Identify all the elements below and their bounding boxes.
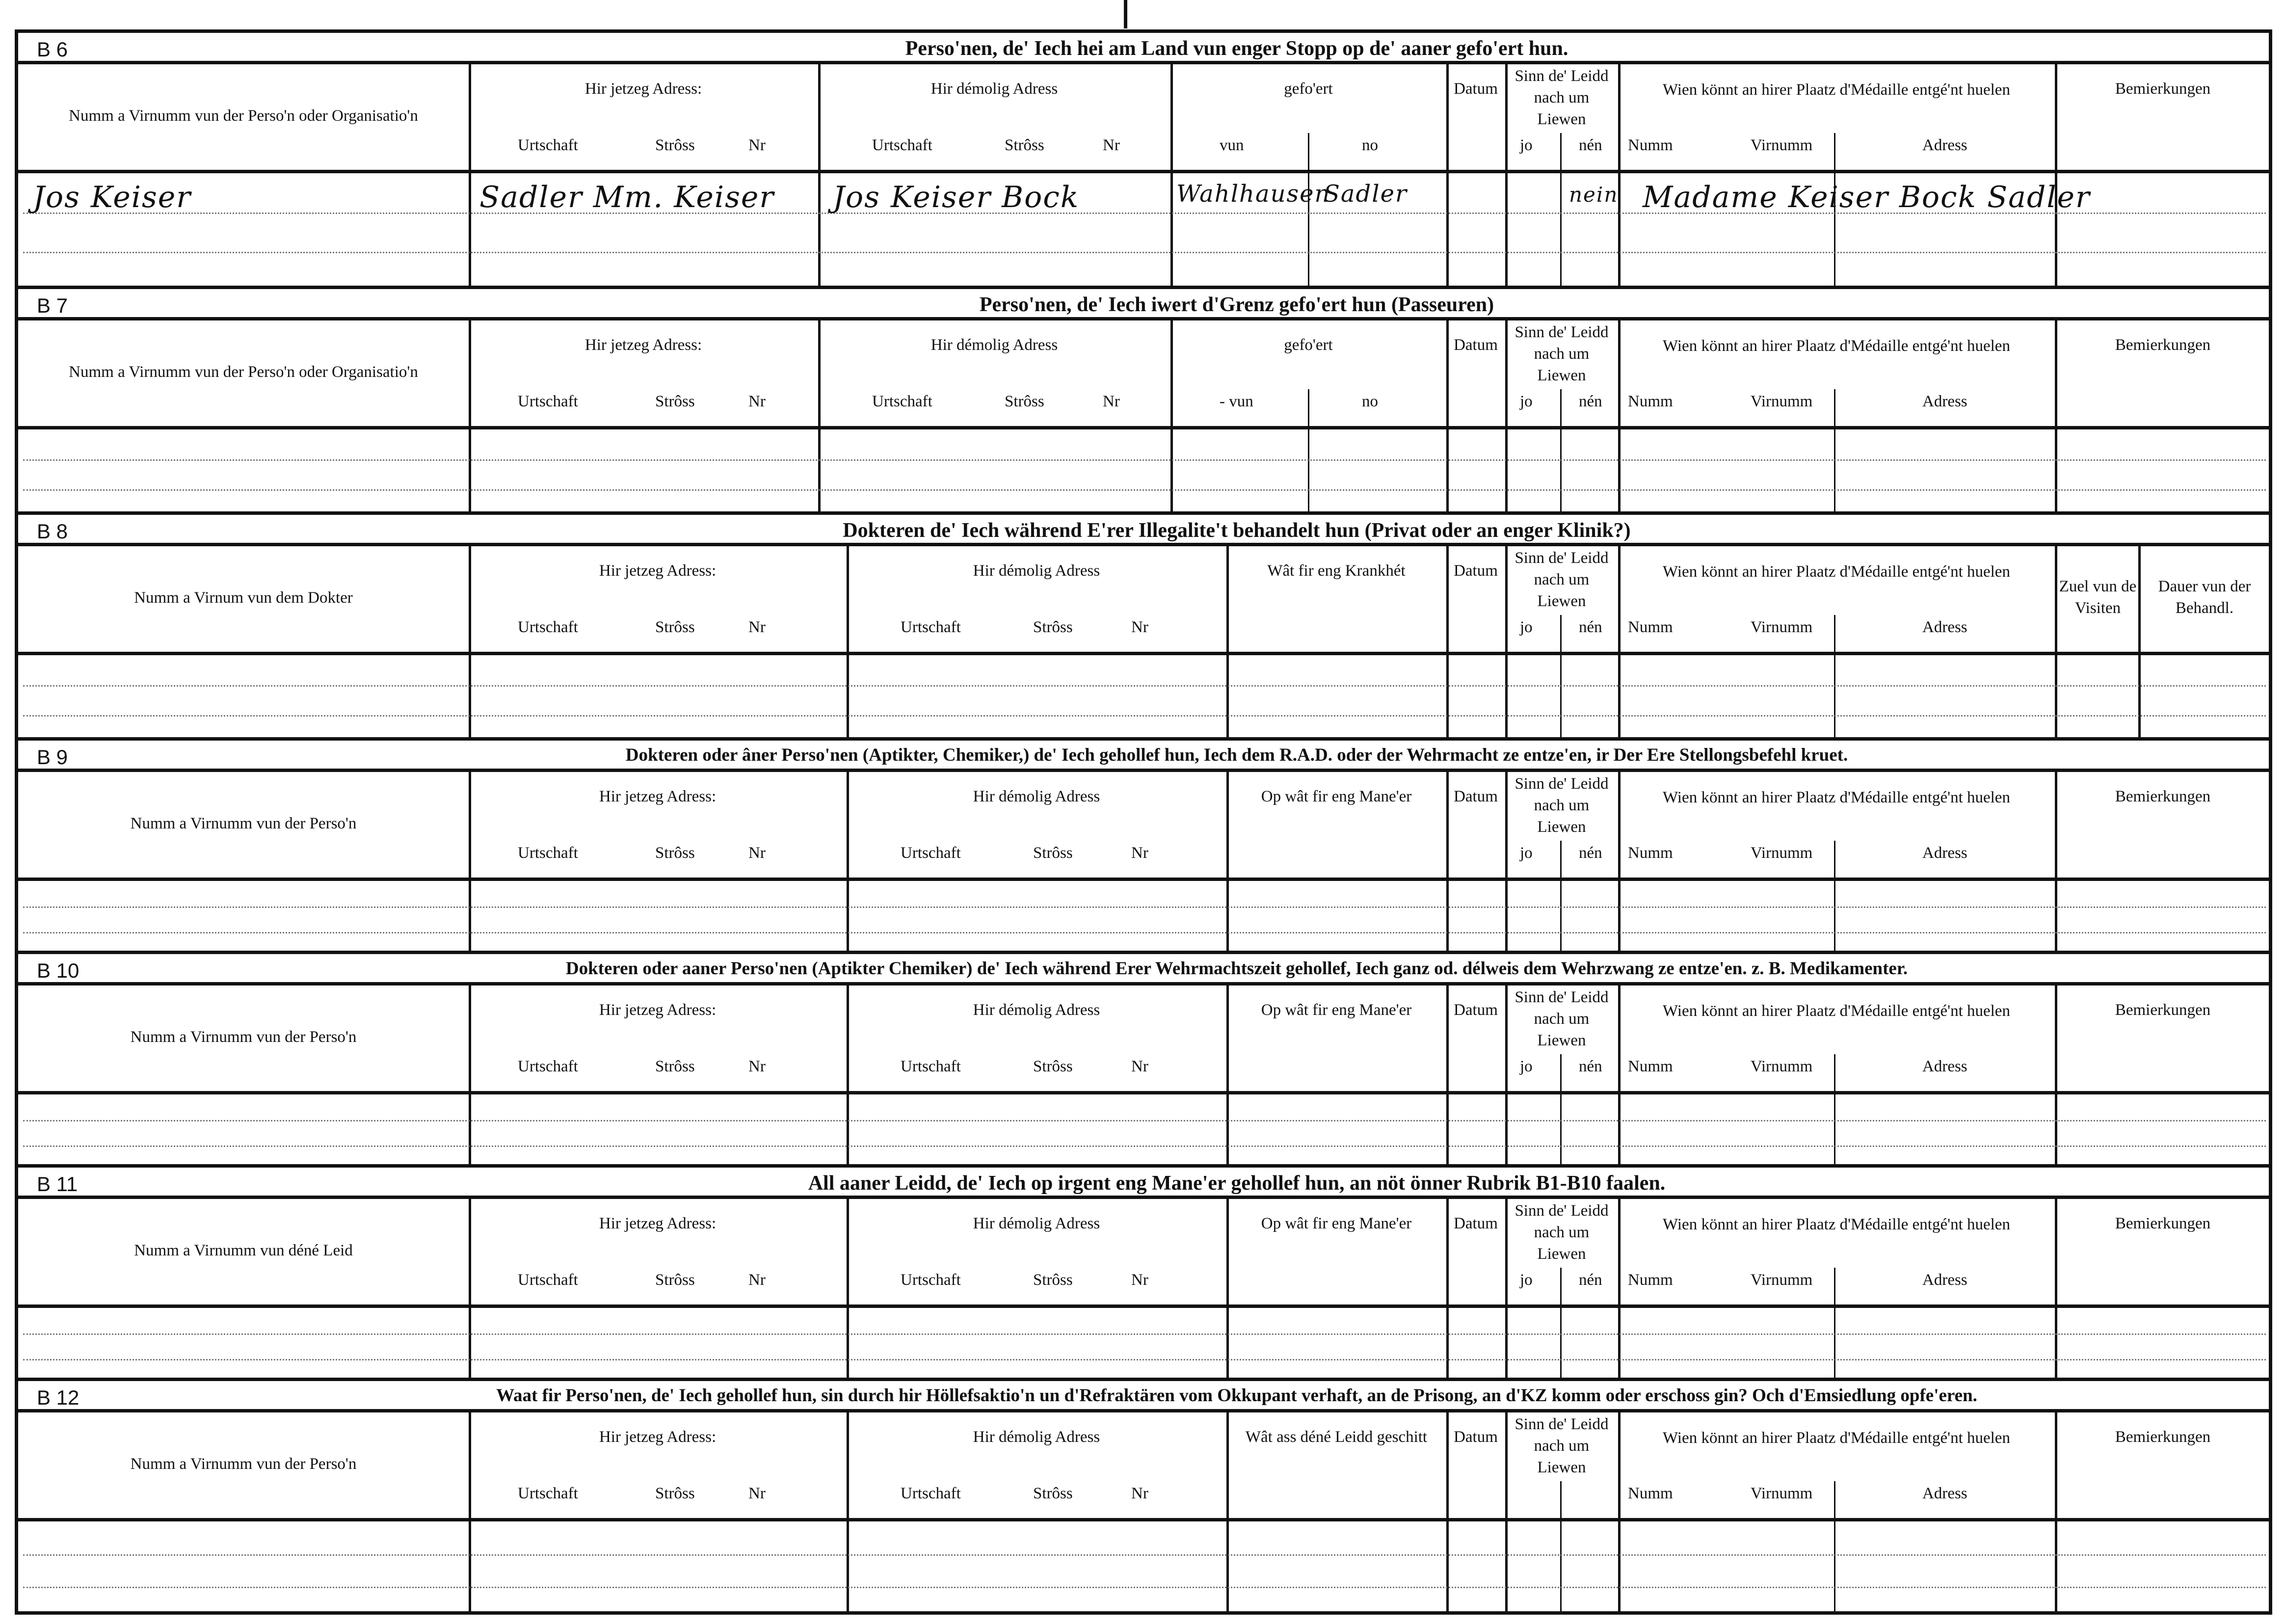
writing-line[interactable] (23, 252, 2266, 253)
surname-label: Numm (1628, 136, 1673, 154)
current-address-header: Hir jetzeg Adress: (599, 1215, 717, 1232)
street-label: Strôss (1005, 136, 1044, 154)
medal-subdivider (1834, 1268, 1835, 1381)
section-header (18, 33, 2269, 64)
name-column-header: Numm a Virnumm vun der Perso'n (130, 815, 357, 832)
locality-label: Urtschaft (901, 1485, 961, 1502)
locality-label: Urtschaft (518, 393, 578, 410)
column-divider (2138, 546, 2141, 741)
remarks-header: Bemierkungen (2115, 336, 2211, 354)
handwritten-name: Jos Keiser (33, 180, 191, 214)
former-address-header: Hir démolig Adress (973, 1215, 1100, 1232)
section-code: B 10 (37, 959, 80, 982)
column-divider (2055, 320, 2057, 515)
alive-header: Sinn de' Leidd nach um Liewen (1514, 549, 1609, 610)
number-label: Nr (1131, 618, 1148, 636)
column-divider (1505, 320, 1508, 515)
alive-header: Sinn de' Leidd nach um Liewen (1514, 67, 1609, 128)
number-label: Nr (748, 844, 766, 862)
street-label: Strôss (655, 393, 695, 410)
name-column-header: Numm a Virnumm vun déné Leid (134, 1242, 353, 1259)
street-label: Strôss (1033, 844, 1073, 862)
surname-label: Numm (1628, 618, 1673, 636)
column-divider (2055, 1199, 2057, 1381)
section-header (18, 1381, 2269, 1412)
section-header (18, 954, 2269, 985)
medal-recipient-header: Wien könnt an hirer Plaatz d'Médaille entgé'nt huelen (1663, 1429, 2010, 1447)
alive-subdivider (1560, 133, 1562, 286)
yes-label: jo (1520, 1058, 1533, 1075)
firstname-label: Virnumm (1751, 136, 1813, 154)
number-label: Nr (1131, 844, 1148, 862)
name-column-header: Numm a Virnumm vun der Perso'n (130, 1028, 357, 1046)
current-address-header: Hir jetzeg Adress: (585, 336, 702, 354)
medal-recipient-header: Wien könnt an hirer Plaatz d'Médaille entgé'nt huelen (1663, 1216, 2010, 1233)
writing-line[interactable] (23, 715, 2266, 717)
column-header-divider (18, 1518, 2271, 1521)
section-b6 (18, 33, 2269, 286)
street-label: Strôss (655, 844, 695, 862)
remarks-header: Bemierkungen (2115, 80, 2211, 98)
remarks-header: Bemierkungen (2115, 1428, 2211, 1446)
writing-line[interactable] (23, 1145, 2266, 1147)
current-address-header: Hir jetzeg Adress: (585, 80, 702, 98)
section-code: B 8 (37, 520, 68, 543)
column-divider (1618, 1199, 1621, 1381)
alive-subdivider (1560, 615, 1562, 741)
column-divider (2055, 772, 2057, 954)
date-header: Datum (1454, 1001, 1498, 1019)
writing-line[interactable] (23, 489, 2266, 491)
address-label: Adress (1922, 1271, 1967, 1289)
number-label: Nr (1131, 1485, 1148, 1502)
visits-header: Zuel vun de Visiten (2059, 578, 2137, 617)
former-address-header: Hir démolig Adress (930, 336, 1058, 354)
name-column-header: Numm a Virnum vun dem Dokter (134, 589, 353, 607)
alive-header: Sinn de' Leidd nach um Liewen (1514, 323, 1609, 384)
medal-subdivider (1834, 841, 1835, 954)
transported-header: gefo'ert (1284, 80, 1333, 98)
section-code: B 12 (37, 1386, 80, 1409)
street-label: Strôss (1033, 1058, 1073, 1075)
current-address-header: Hir jetzeg Adress: (599, 1001, 717, 1019)
current-address-header: Hir jetzeg Adress: (599, 788, 717, 805)
street-label: Strôss (655, 136, 695, 154)
alive-header: Sinn de' Leidd nach um Liewen (1514, 775, 1609, 836)
treatment-duration-header: Dauer vun der Behandl. (2158, 578, 2251, 617)
section-title: Dokteren oder aaner Perso'nen (Aptikter Chemiker) de' Iech während Erer Wehrmachtszeit gehollef, Iech ganz od. délweis dem Wehrzwang ze entze'en. z. B. Medikamenter. (565, 958, 1908, 979)
remarks-header: Bemierkungen (2115, 1001, 2211, 1019)
locality-label: Urtschaft (872, 393, 932, 410)
medal-recipient-header: Wien könnt an hirer Plaatz d'Médaille entgé'nt huelen (1663, 337, 2010, 355)
yes-label: jo (1520, 618, 1533, 636)
remarks-header: Bemierkungen (2115, 1215, 2211, 1232)
section-code: B 6 (37, 38, 68, 61)
description-header: Wât fir eng Krankhét (1267, 562, 1406, 580)
address-label: Adress (1922, 1485, 1967, 1502)
no-label: nén (1579, 1271, 1602, 1289)
date-header: Datum (1454, 562, 1498, 580)
yes-label: jo (1520, 393, 1533, 410)
surname-label: Numm (1628, 1058, 1673, 1075)
section-b11 (18, 1164, 2269, 1378)
street-label: Strôss (655, 618, 695, 636)
section-code: B 9 (37, 745, 68, 769)
alive-header: Sinn de' Leidd nach um Liewen (1514, 1202, 1609, 1263)
handwritten-medal-recipient: Madame Keiser Bock Sadler (1643, 180, 2091, 214)
number-label: Nr (748, 1271, 766, 1289)
writing-line[interactable] (23, 1587, 2266, 1588)
section-b12 (18, 1378, 2269, 1611)
yes-label: jo (1520, 844, 1533, 862)
firstname-label: Virnumm (1751, 1271, 1813, 1289)
handwritten-former-address: Jos Keiser Bock (833, 180, 1080, 214)
locality-label: Urtschaft (901, 1271, 961, 1289)
address-label: Adress (1922, 136, 1967, 154)
date-header: Datum (1454, 336, 1498, 354)
section-b9 (18, 737, 2269, 951)
to-label: no (1362, 136, 1378, 154)
section-title: Perso'nen, de' Iech iwert d'Grenz gefo'ert hun (Passeuren) (979, 293, 1494, 316)
handwritten-alive-no: nein (1569, 183, 1619, 207)
number-label: Nr (748, 1485, 766, 1502)
remarks-header: Bemierkungen (2115, 788, 2211, 805)
column-header-divider (18, 170, 2271, 173)
medal-subdivider (1834, 615, 1835, 741)
description-header: Wât ass déné Leidd geschitt (1245, 1428, 1428, 1446)
writing-line[interactable] (23, 685, 2266, 687)
section-header (18, 515, 2269, 546)
alive-subdivider (1560, 389, 1562, 515)
locality-label: Urtschaft (901, 844, 961, 862)
alive-subdivider (1560, 1268, 1562, 1381)
locality-label: Urtschaft (872, 136, 932, 154)
writing-line[interactable] (23, 906, 2266, 908)
alive-subdivider (1560, 1481, 1562, 1615)
column-divider (1505, 1199, 1508, 1381)
number-label: Nr (748, 618, 766, 636)
description-header: Op wât fir eng Mane'er (1261, 1215, 1412, 1232)
section-code: B 7 (37, 294, 68, 317)
column-divider (1226, 1199, 1229, 1381)
medal-subdivider (1834, 1481, 1835, 1615)
number-label: Nr (1103, 136, 1120, 154)
name-column-header: Numm a Virnumm vun der Perso'n oder Organisatio'n (69, 363, 418, 381)
column-divider (2055, 985, 2057, 1168)
firstname-label: Virnumm (1751, 393, 1813, 410)
street-label: Strôss (655, 1271, 695, 1289)
column-divider (1618, 546, 1621, 741)
alive-subdivider (1560, 1054, 1562, 1168)
street-label: Strôss (1005, 393, 1044, 410)
name-column-header: Numm a Virnumm vun der Perso'n (130, 1455, 357, 1473)
date-header: Datum (1454, 1215, 1498, 1232)
locality-label: Urtschaft (518, 1485, 578, 1502)
handwritten-to: Sadler (1324, 180, 1408, 208)
column-divider (1505, 546, 1508, 741)
section-code: B 11 (37, 1172, 78, 1196)
section-title: Dokteren de' Iech während E'rer Illegalite't behandelt hun (Privat oder an enger Klinik?) (843, 519, 1631, 542)
address-label: Adress (1922, 1058, 1967, 1075)
number-label: Nr (1103, 393, 1120, 410)
firstname-label: Virnumm (1751, 1058, 1813, 1075)
column-divider (1618, 772, 1621, 954)
number-label: Nr (1131, 1271, 1148, 1289)
number-label: Nr (748, 393, 766, 410)
street-label: Strôss (655, 1058, 695, 1075)
former-address-header: Hir démolig Adress (973, 788, 1100, 805)
column-divider (1618, 1412, 1621, 1615)
locality-label: Urtschaft (901, 618, 961, 636)
column-divider (1226, 985, 1229, 1168)
number-label: Nr (748, 136, 766, 154)
locality-label: Urtschaft (518, 136, 578, 154)
top-fold-mark (1124, 0, 1127, 28)
date-header: Datum (1454, 80, 1498, 98)
writing-line[interactable] (23, 1359, 2266, 1360)
column-divider (1505, 772, 1508, 954)
subcolumn-divider (1308, 389, 1309, 515)
from-label: vun (1220, 136, 1244, 154)
transported-header: gefo'ert (1284, 336, 1333, 354)
surname-label: Numm (1628, 844, 1673, 862)
locality-label: Urtschaft (901, 1058, 961, 1075)
column-divider (2055, 1412, 2057, 1615)
former-address-header: Hir démolig Adress (973, 562, 1100, 580)
locality-label: Urtschaft (518, 1058, 578, 1075)
column-divider (1618, 320, 1621, 515)
alive-subdivider (1560, 841, 1562, 954)
subcolumn-divider (1308, 133, 1309, 286)
from-label: - vun (1220, 393, 1253, 410)
column-divider (1226, 772, 1229, 954)
handwritten-from: Wahlhausen (1176, 180, 1331, 208)
description-header: Op wât fir eng Mane'er (1261, 788, 1412, 805)
medal-recipient-header: Wien könnt an hirer Plaatz d'Médaille entgé'nt huelen (1663, 563, 2010, 581)
former-address-header: Hir démolig Adress (973, 1001, 1100, 1019)
locality-label: Urtschaft (518, 1271, 578, 1289)
column-header-divider (18, 1091, 2271, 1094)
handwritten-current-address: Sadler Mm. Keiser (479, 180, 775, 214)
no-label: nén (1579, 844, 1602, 862)
medal-recipient-header: Wien könnt an hirer Plaatz d'Médaille entgé'nt huelen (1663, 81, 2010, 99)
section-b7 (18, 286, 2269, 511)
street-label: Strôss (1033, 1485, 1073, 1502)
writing-line[interactable] (23, 1120, 2266, 1121)
yes-label: jo (1520, 1271, 1533, 1289)
address-label: Adress (1922, 618, 1967, 636)
street-label: Strôss (1033, 1271, 1073, 1289)
firstname-label: Virnumm (1751, 618, 1813, 636)
column-header-divider (18, 426, 2271, 429)
section-title: Perso'nen, de' Iech hei am Land vun enger Stopp op de' aaner gefo'ert hun. (905, 37, 1568, 60)
address-label: Adress (1922, 844, 1967, 862)
section-header (18, 741, 2269, 772)
writing-line[interactable] (23, 1333, 2266, 1335)
column-divider (1226, 546, 1229, 741)
date-header: Datum (1454, 788, 1498, 805)
medal-subdivider (1834, 389, 1835, 515)
column-header-divider (18, 652, 2271, 655)
street-label: Strôss (1033, 618, 1073, 636)
surname-label: Numm (1628, 1485, 1673, 1502)
section-title: Waat fir Perso'nen, de' Iech gehollef hun, sin durch hir Höllefsaktio'n un d'Refraktären vom Okkupant verhaft, an de Prisong, an d'KZ komm oder erschoss gin? Och d'Emsiedlung opfe'eren. (496, 1385, 1977, 1406)
firstname-label: Virnumm (1751, 1485, 1813, 1502)
medal-recipient-header: Wien könnt an hirer Plaatz d'Médaille entgé'nt huelen (1663, 789, 2010, 806)
former-address-header: Hir démolig Adress (973, 1428, 1100, 1446)
writing-line[interactable] (23, 1554, 2266, 1556)
column-divider (1505, 985, 1508, 1168)
medal-subdivider (1834, 1054, 1835, 1168)
writing-line[interactable] (23, 459, 2266, 461)
section-header (18, 1168, 2269, 1199)
column-header-divider (18, 1305, 2271, 1308)
date-header: Datum (1454, 1428, 1498, 1446)
alive-header: Sinn de' Leidd nach um Liewen (1514, 1415, 1609, 1476)
current-address-header: Hir jetzeg Adress: (599, 562, 717, 580)
number-label: Nr (1131, 1058, 1148, 1075)
former-address-header: Hir démolig Adress (930, 80, 1058, 98)
name-column-header: Numm a Virnumm vun der Perso'n oder Organisatio'n (69, 107, 418, 125)
column-divider (1226, 1412, 1229, 1615)
section-header (18, 289, 2269, 320)
yes-label: jo (1520, 136, 1533, 154)
current-address-header: Hir jetzeg Adress: (599, 1428, 717, 1446)
surname-label: Numm (1628, 393, 1673, 410)
street-label: Strôss (655, 1485, 695, 1502)
no-label: nén (1579, 618, 1602, 636)
column-divider (1618, 985, 1621, 1168)
alive-header: Sinn de' Leidd nach um Liewen (1514, 988, 1609, 1049)
locality-label: Urtschaft (518, 844, 578, 862)
number-label: Nr (748, 1058, 766, 1075)
section-b10 (18, 951, 2269, 1164)
no-label: nén (1579, 136, 1602, 154)
column-header-divider (18, 878, 2271, 881)
section-title: Dokteren oder âner Perso'nen (Aptikter, Chemiker,) de' Iech gehollef hun, Iech dem R.A.D. oder der Wehrmacht ze entze'en, ir Der Ere Stellongsbefehl kruet. (625, 745, 1848, 765)
section-title: All aaner Leidd, de' Iech op irgent eng Mane'er gehollef hun, an nöt önner Rubrik B1-B10 faalen. (808, 1172, 1666, 1195)
locality-label: Urtschaft (518, 618, 578, 636)
no-label: nén (1579, 1058, 1602, 1075)
no-label: nén (1579, 393, 1602, 410)
address-label: Adress (1922, 393, 1967, 410)
to-label: no (1362, 393, 1378, 410)
firstname-label: Virnumm (1751, 844, 1813, 862)
column-divider (1505, 1412, 1508, 1615)
medal-recipient-header: Wien könnt an hirer Plaatz d'Médaille entgé'nt huelen (1663, 1002, 2010, 1020)
section-b8 (18, 511, 2269, 737)
resistance-form (15, 29, 2272, 1615)
writing-line[interactable] (23, 932, 2266, 933)
surname-label: Numm (1628, 1271, 1673, 1289)
description-header: Op wât fir eng Mane'er (1261, 1001, 1412, 1019)
